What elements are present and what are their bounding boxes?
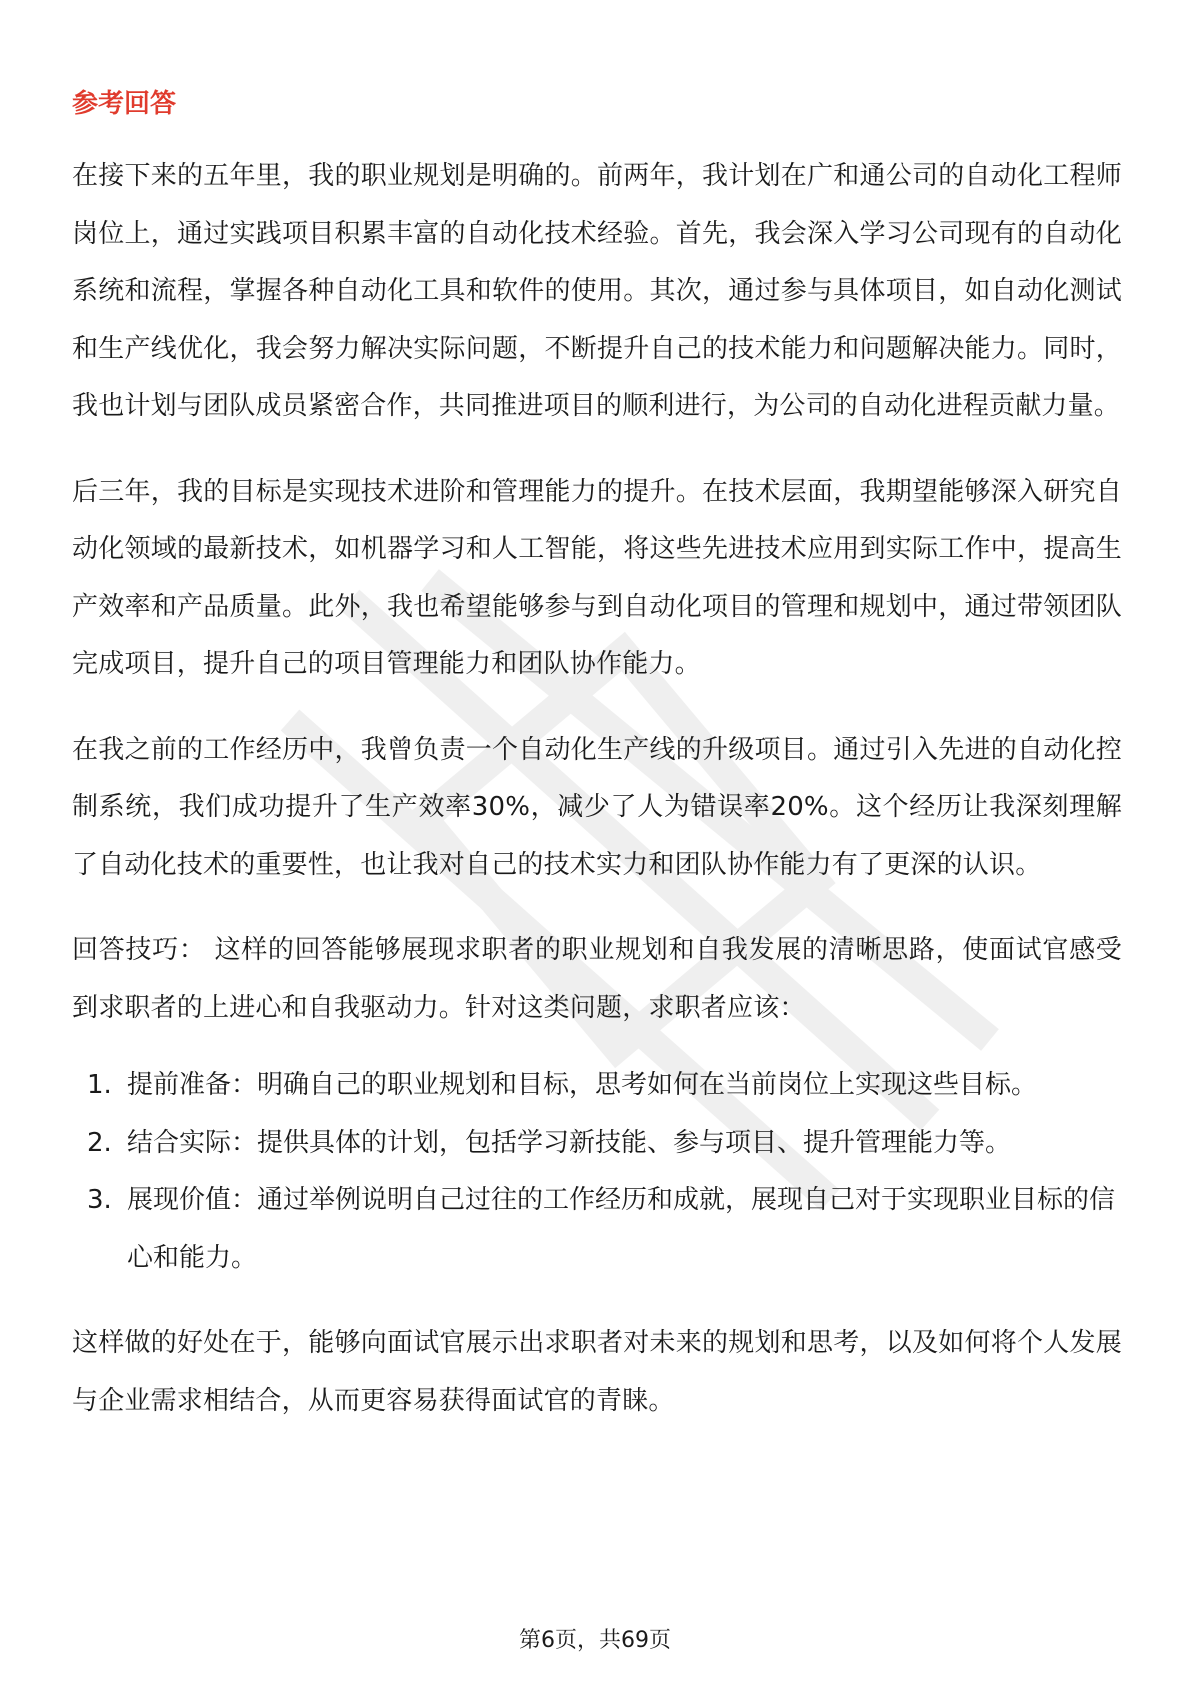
list-item-text: 结合实际：提供具体的计划，包括学习新技能、参与项目、提升管理能力等。 — [127, 1127, 1012, 1158]
closing-paragraph: 这样做的好处在于，能够向面试官展示出求职者对未来的规划和思考，以及如何将个人发展与企业需求相结合，从而更容易获得面试官的青睐。 — [72, 1328, 1122, 1416]
list-item-number: 2. — [87, 1127, 112, 1158]
tips-intro-paragraph: 回答技巧： 这样的回答能够展现求职者的职业规划和自我发展的清晰思路，使面试官感受到求职者的上进心和自我驱动力。针对这类问题，求职者应该： — [72, 935, 1123, 1023]
tips-list — [72, 1057, 1122, 1287]
list-item-number: 3. — [87, 1185, 112, 1215]
list-item-text: 提前准备：明确自己的职业规划和目标，思考如何在当前岗位上实现这些目标。 — [127, 1070, 1038, 1100]
answer-paragraph-2: 后三年，我的目标是实现技术进阶和管理能力的提升。在技术层面，我期望能够深入研究自动化领域的最新技术，如机器学习和人工智能，将这些先进技术应用到实际工作中，提高生产效率和产品质量。此外，我也希望能够参与到自动化项目的管理和规划中，通过带领团队完成项目，提升自己的项目管理能力和团队协作能力。 — [72, 476, 1122, 679]
list-item — [72, 1115, 1122, 1173]
section-heading: 参考回答 — [72, 89, 177, 119]
list-item — [72, 1057, 1122, 1115]
list-item-text: 展现价值：通过举例说明自己过往的工作经历和成就，展现自己对于实现职业目标的信心和能力。 — [127, 1185, 1116, 1273]
answer-paragraph-1: 在接下来的五年里，我的职业规划是明确的。前两年，我计划在广和通公司的自动化工程师岗位上，通过实践项目积累丰富的自动化技术经验。首先，我会深入学习公司现有的自动化系统和流程，掌握各种自动化工具和软件的使用。其次，通过参与具体项目，如自动化测试和生产线优化，我会努力解决实际问题，不断提升自己的技术能力和问题解决能力。同时，我也计划与团队成员紧密合作，共同推进项目的顺利进行，为公司的自动化进程贡献力量。 — [72, 161, 1122, 421]
answer-paragraph-3: 在我之前的工作经历中，我曾负责一个自动化生产线的升级项目。通过引入先进的自动化控制系统，我们成功提升了生产效率30%，减少了人为错误率20%。这个经历让我深刻理解了自动化技术的重要性，也让我对自己的技术实力和团队协作能力有了更深的认识。 — [72, 734, 1122, 880]
page-number-footer: 第6页，共69页 — [519, 1628, 671, 1653]
list-item-number: 1. — [87, 1070, 112, 1100]
list-item — [72, 1172, 1122, 1287]
document-content — [72, 84, 1122, 1458]
